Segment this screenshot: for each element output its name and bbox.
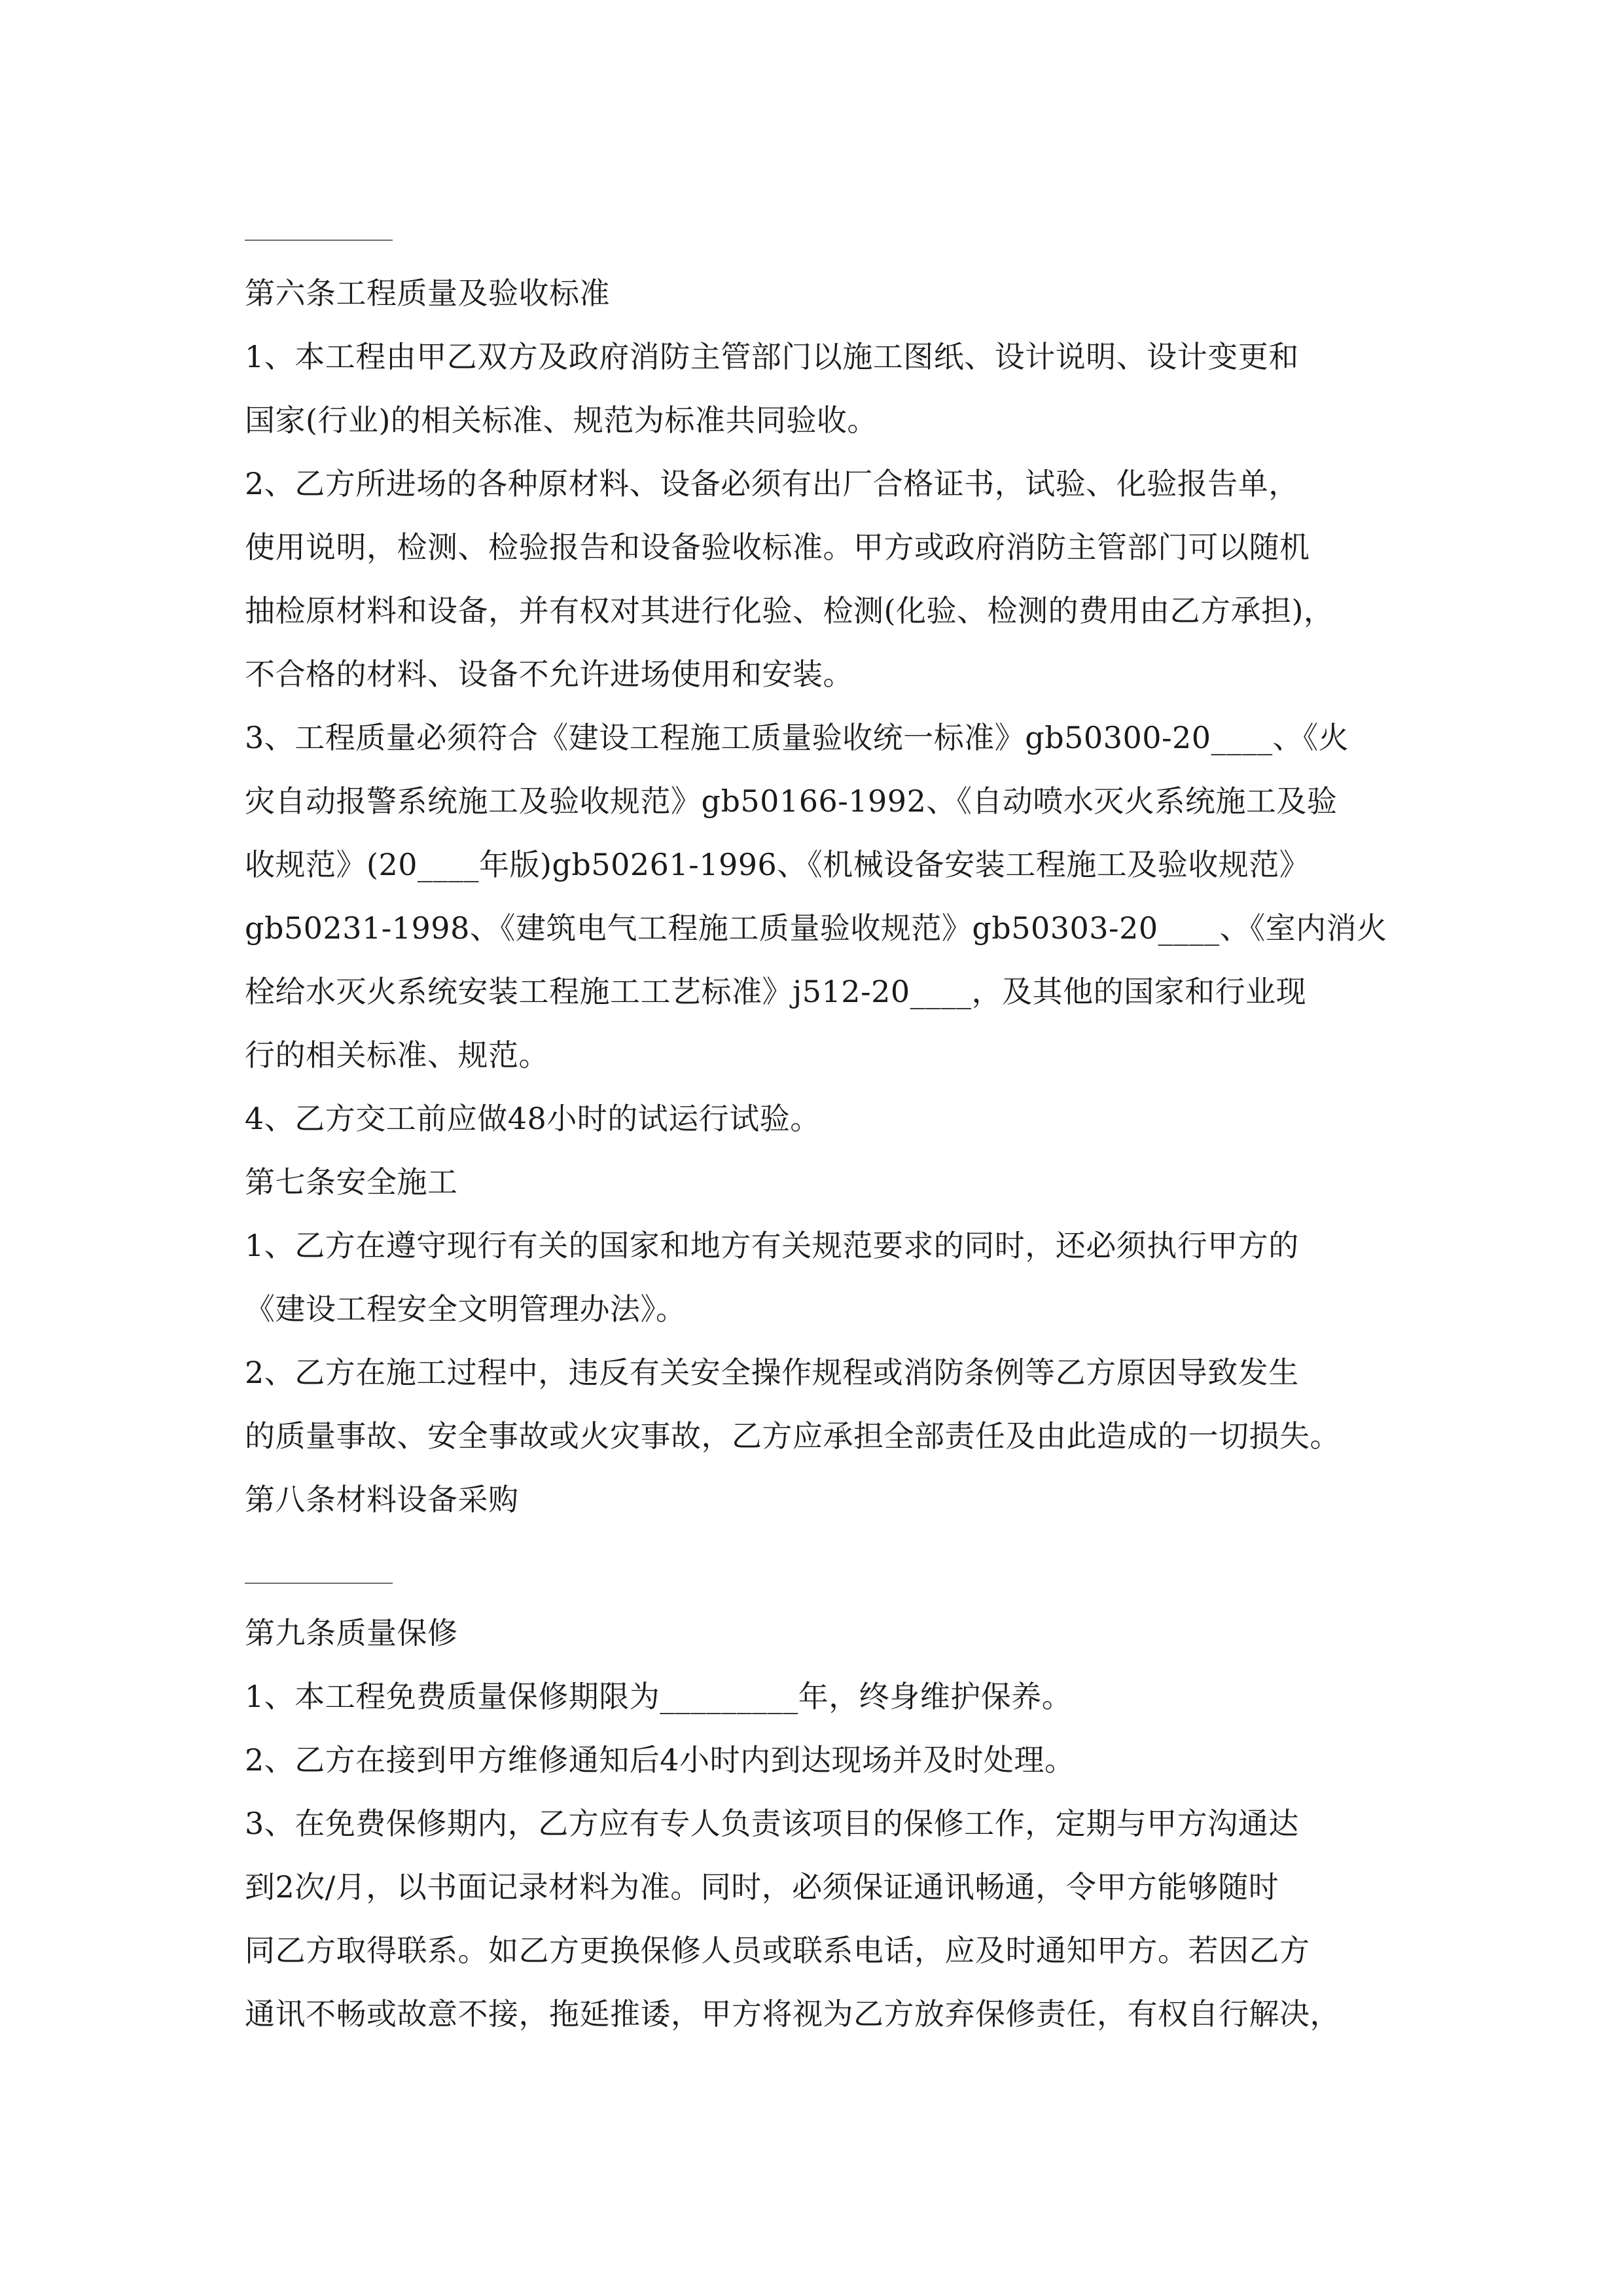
paragraph-line: 收规范》(20____年版)gb50261-1996、《机械设备安装工程施工及验收规范》 <box>245 847 1310 882</box>
paragraph-line: 抽检原材料和设备，并有权对其进行化验、检测(化验、检测的费用由乙方承担)， <box>245 593 1334 628</box>
paragraph-line: 2、乙方所进场的各种原材料、设备必须有出厂合格证书，试验、化验报告单， <box>245 466 1299 501</box>
paragraph-line: 行的相关标准、规范。 <box>245 1037 549 1073</box>
paragraph-line: 《建设工程安全文明管理办法》。 <box>245 1291 687 1327</box>
paragraph-line: 到2次/月，以书面记录材料为准。同时，必须保证通讯畅通，令甲方能够随时 <box>245 1869 1279 1905</box>
paragraph-line: 同乙方取得联系。如乙方更换保修人员或联系电话，应及时通知甲方。若因乙方 <box>245 1933 1310 1968</box>
paragraph-line: 3、工程质量必须符合《建设工程施工质量验收统一标准》gb50300-20____、《火 <box>245 720 1349 755</box>
blank-fill-line-top <box>245 240 393 241</box>
contract-clauses-6-to-8 <box>245 262 1416 1532</box>
heading-article-9: 第九条质量保修 <box>245 1615 458 1651</box>
paragraph-line: 使用说明，检测、检验报告和设备验收标准。甲方或政府消防主管部门可以随机 <box>245 529 1310 565</box>
paragraph-line: 3、在免费保修期内，乙方应有专人负责该项目的保修工作，定期与甲方沟通达 <box>245 1806 1299 1841</box>
paragraph-line: 不合格的材料、设备不允许进场使用和安装。 <box>245 656 853 692</box>
paragraph-line: 1、本工程由甲乙双方及政府消防主管部门以施工图纸、设计说明、设计变更和 <box>245 339 1299 374</box>
paragraph-line: 灾自动报警系统施工及验收规范》gb50166-1992、《自动喷水灭火系统施工及验 <box>245 783 1338 819</box>
paragraph-line: 1、本工程免费质量保修期限为_________年，终身维护保养。 <box>245 1679 1073 1714</box>
paragraph-line: 2、乙方在接到甲方维修通知后4小时内到达现场并及时处理。 <box>245 1742 1075 1778</box>
paragraph-line: 2、乙方在施工过程中，违反有关安全操作规程或消防条例等乙方原因导致发生 <box>245 1355 1299 1390</box>
paragraph-line: 4、乙方交工前应做48小时的试运行试验。 <box>245 1101 821 1136</box>
paragraph-line: 的质量事故、安全事故或火灾事故，乙方应承担全部责任及由此造成的一切损失。 <box>245 1418 1340 1454</box>
paragraph-line: 栓给水灭火系统安装工程施工工艺标准》j512-20____，及其他的国家和行业现 <box>245 974 1307 1009</box>
heading-article-7: 第七条安全施工 <box>245 1164 458 1200</box>
blank-fill-line-middle <box>245 1583 393 1584</box>
heading-article-6: 第六条工程质量及验收标准 <box>245 276 610 311</box>
paragraph-line: 通讯不畅或故意不接，拖延推诿，甲方将视为乙方放弃保修责任，有权自行解决， <box>245 1996 1340 2032</box>
paragraph-line: gb50231-1998、《建筑电气工程施工质量验收规范》gb50303-20____、《室内消火 <box>245 910 1387 946</box>
heading-article-8: 第八条材料设备采购 <box>245 1482 519 1517</box>
paragraph-line: 国家(行业)的相关标准、规范为标准共同验收。 <box>245 403 878 438</box>
contract-clause-9 <box>245 1602 1416 2046</box>
paragraph-line: 1、乙方在遵守现行有关的国家和地方有关规范要求的同时，还必须执行甲方的 <box>245 1228 1299 1263</box>
